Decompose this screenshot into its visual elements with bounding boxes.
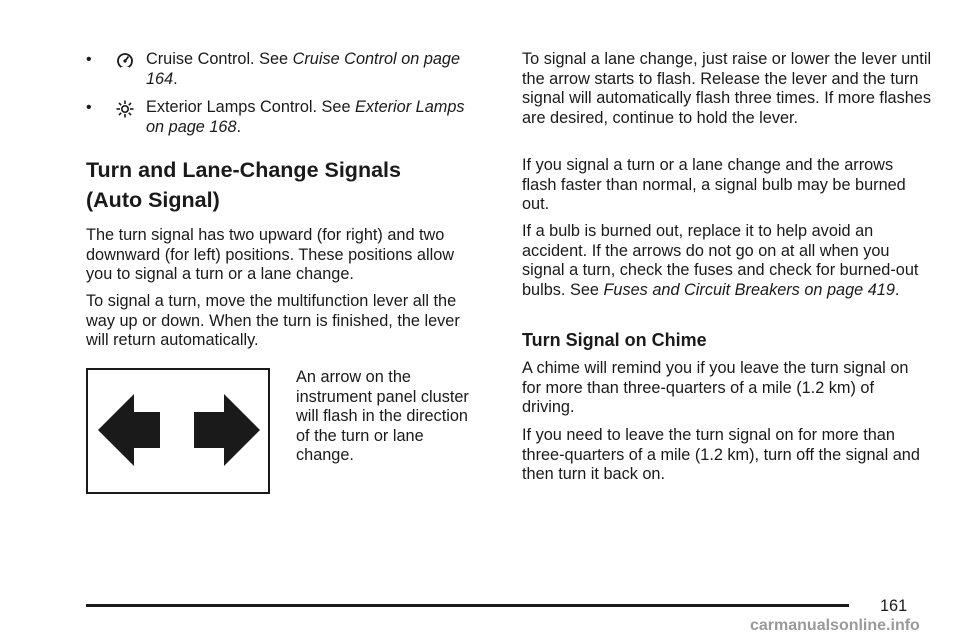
section-heading-line1: Turn and Lane-Change Signals [86,158,401,182]
paragraph: If you signal a turn or a lane change and the arrows flash faster than normal, a signal bulb may be burned out. [522,156,906,213]
exterior-lamps-icon [116,100,134,123]
right-arrow-icon [194,394,260,466]
footer-rule [86,604,849,607]
bullet-dot: • [86,51,92,68]
cruise-control-icon [116,52,134,75]
cross-reference-link[interactable]: Cruise Control on page 164 [146,50,461,88]
left-arrow-icon [98,394,160,466]
bullet-dot: • [86,99,92,116]
paragraph: To signal a lane change, just raise or lower the lever until the arrow starts to flash. Release the lever and the turn signal will automatically flash three times. If more flashes are desired, continue to hold the lever. [522,50,932,127]
illustration-caption: An arrow on the instrument panel cluster will flash in the direction of the turn or lane change. [296,368,469,464]
watermark: carmanualsonline.info [750,617,920,634]
turn-arrows-icon [88,370,268,492]
turn-signal-arrows-illustration [86,368,270,494]
bullet-text: Cruise Control. See Cruise Control on page 164. [146,50,461,88]
section-heading-line2: (Auto Signal) [86,188,220,212]
paragraph: The turn signal has two upward (for right) and two downward (for left) positions. These positions allow you to signal a turn or a lane change. [86,226,455,283]
paragraph: If you need to leave the turn signal on for more than three-quarters of a mile (1.2 km), turn off the signal and then turn it back on. [522,426,920,483]
cross-reference-link[interactable]: Exterior Lamps on page 168 [146,98,465,136]
bullet-text: Exterior Lamps Control. See Exterior Lamps on page 168. [146,98,465,136]
subsection-heading: Turn Signal on Chime [522,330,707,350]
paragraph: If a bulb is burned out, replace it to help avoid an accident. If the arrows do not go on at all when you signal a turn, check the fuses and check for burned-out bulbs. See Fuses and Circuit Breakers on page 419. [522,222,919,299]
paragraph: To signal a turn, move the multifunction lever all the way up or down. When the turn is finished, the lever will return automatically. [86,292,460,349]
page-number: 161 [880,597,908,615]
cross-reference-link[interactable]: Fuses and Circuit Breakers on page 419 [603,280,895,299]
paragraph: A chime will remind you if you leave the turn signal on for more than three-quarters of a mile (1.2 km) of driving. [522,359,909,416]
